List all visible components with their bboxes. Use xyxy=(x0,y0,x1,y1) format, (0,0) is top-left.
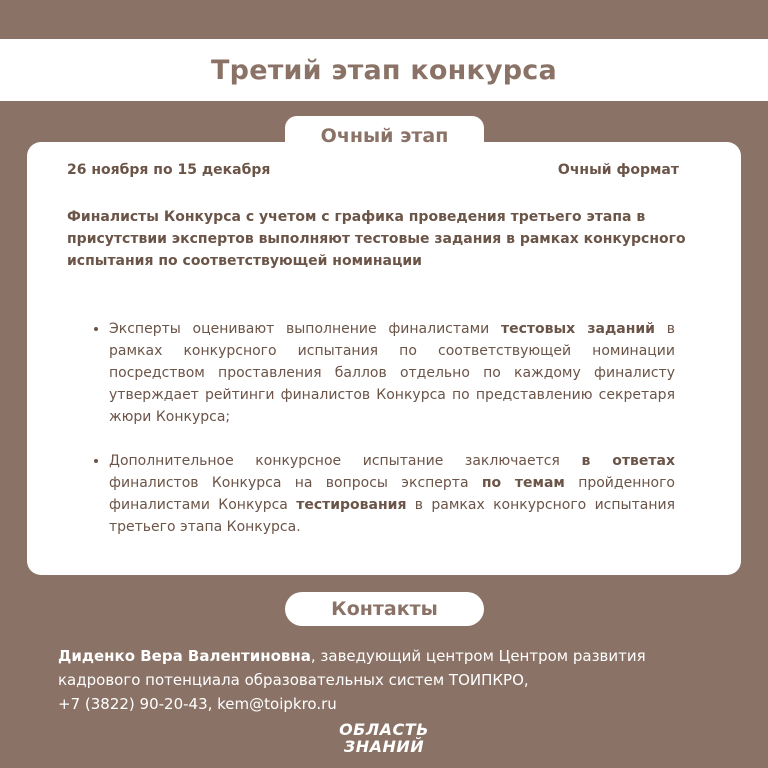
bullet-list xyxy=(87,318,675,560)
meta-row xyxy=(67,162,679,178)
contact-position: , заведующий центром Центром развития xyxy=(310,647,646,665)
brand-logo xyxy=(316,721,452,755)
contacts-label-pill: Контакты xyxy=(285,592,484,626)
stage-label-pill: Очный этап xyxy=(285,116,484,156)
contact-info xyxy=(58,644,738,716)
stage-intro: Финалисты Конкурса с учетом с графика проведения третьего этапа в присутствии экспертов выполняют тестовые задания в рамках конкурсного испытания по соответствующей номинации xyxy=(67,209,686,269)
list-item: • Дополнительное конкурсное испытание заключается в ответах финалистов Конкурса на вопросы эксперта по темам пройденного финалистами Конкурса тестирования в рамках конкурсного испытания третьего этапа Конкурса. xyxy=(109,450,675,538)
list-item: • Эксперты оценивают выполнение финалистами тестовых заданий в рамках конкурсного испытания по соответствующей номинации посредством проставления баллов отдельно по каждому финалисту утверждает рейтинги финалистов Конкурса по представлению секретаря жюри Конкурса; xyxy=(109,318,675,428)
page-title: Третий этап конкурса xyxy=(211,54,557,86)
contact-name: Диденко Вера Валентиновна xyxy=(58,647,311,665)
contact-phone-email: +7 (3822) 90-20-43, kem@toipkro.ru xyxy=(58,695,337,713)
title-band xyxy=(0,39,768,101)
stage-format: Очный формат xyxy=(557,162,679,178)
logo-line-1: ОБЛАСТЬ xyxy=(339,720,429,739)
logo-line-2: ЗНАНИЙ xyxy=(343,737,425,756)
contact-organization: кадрового потенциала образовательных систем ТОИПКРО, xyxy=(58,671,529,689)
stage-dates: 26 ноября по 15 декабря xyxy=(67,162,271,178)
stage-card xyxy=(27,142,741,575)
